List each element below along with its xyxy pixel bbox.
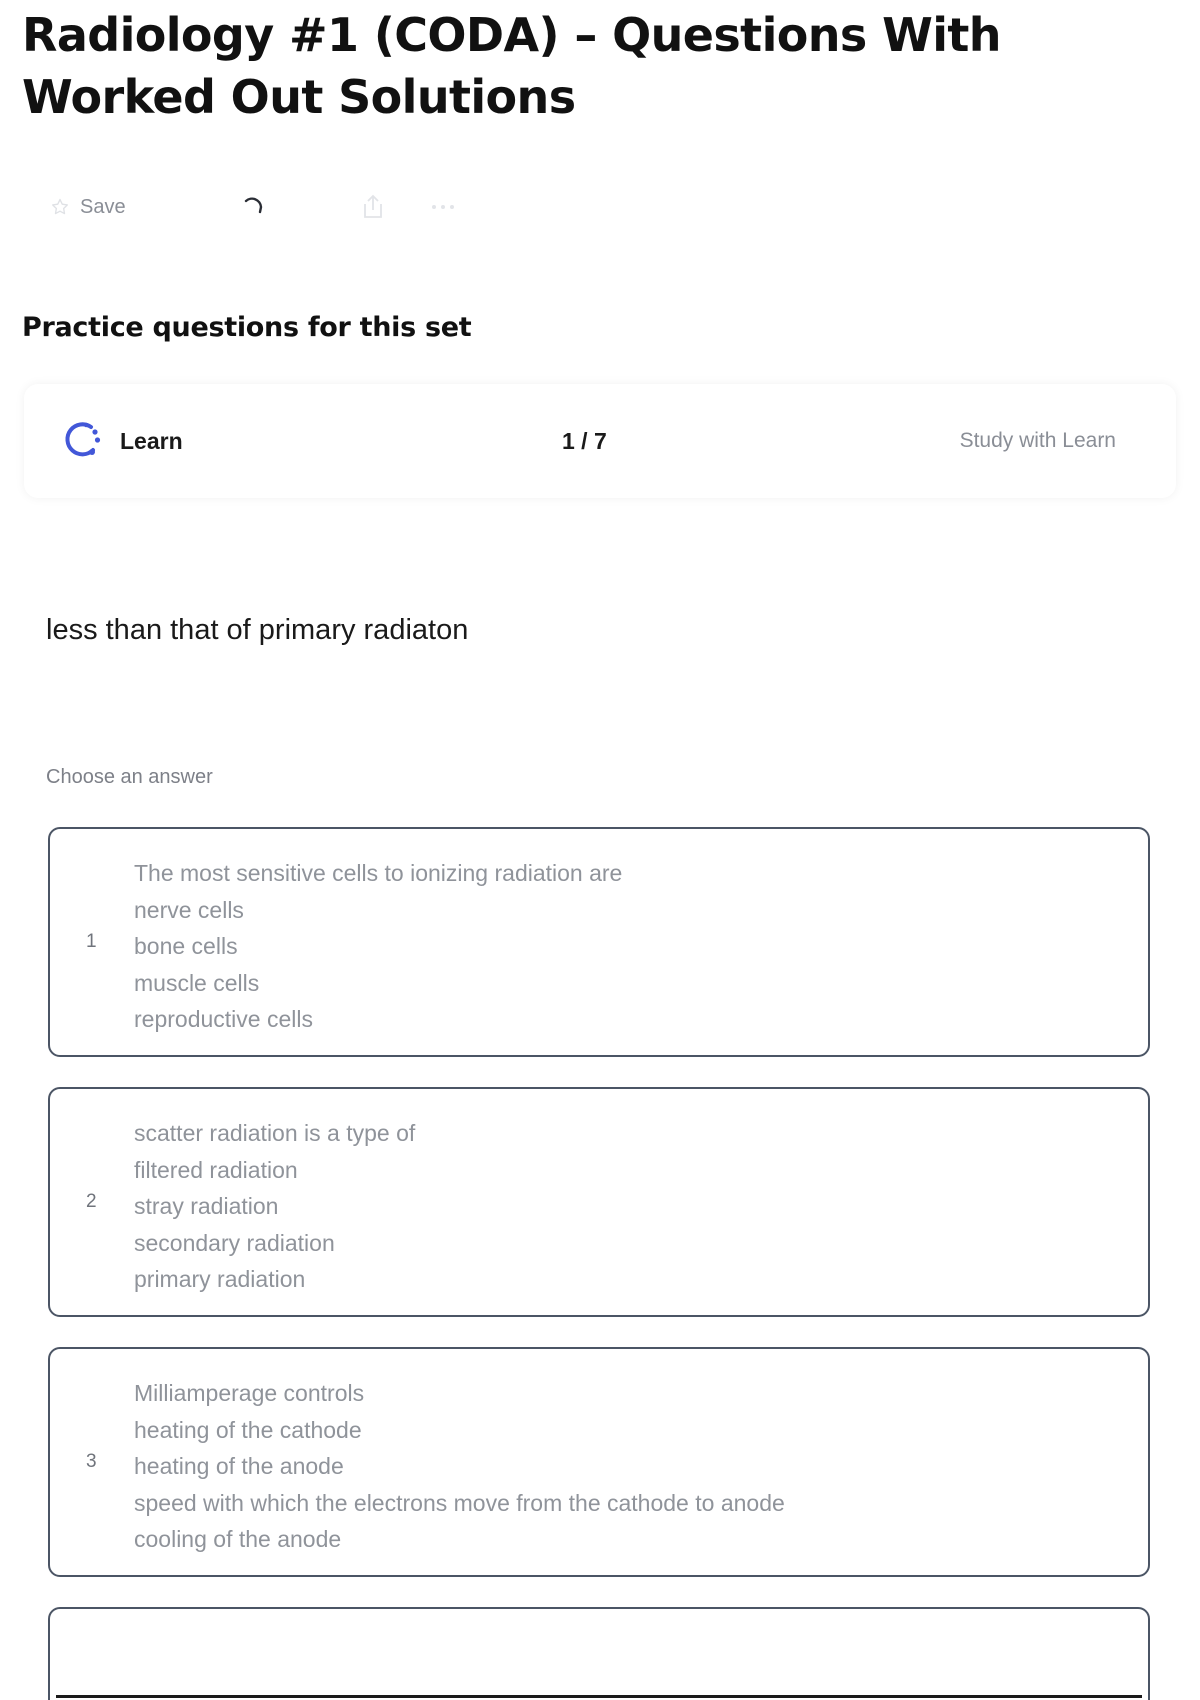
- star-icon: [50, 197, 70, 217]
- spinner-button[interactable]: [240, 194, 360, 220]
- study-with-learn-link[interactable]: Study with Learn: [959, 429, 1116, 452]
- share-icon: [360, 193, 386, 221]
- question-progress: 1 / 7: [562, 427, 607, 454]
- learn-icon: [62, 418, 104, 465]
- learn-card: [24, 384, 1176, 498]
- question-prompt: less than that of primary radiaton: [46, 614, 469, 646]
- option-line: stray radiation: [134, 1193, 279, 1219]
- option-line: scatter radiation is a type of: [134, 1120, 416, 1146]
- answer-option-1[interactable]: [48, 827, 1150, 1057]
- option-line: reproductive cells: [134, 1006, 313, 1032]
- option-line: cooling of the anode: [134, 1526, 342, 1552]
- answer-option-3[interactable]: [48, 1347, 1150, 1577]
- save-button[interactable]: [50, 196, 240, 219]
- option-line: Milliamperage controls: [134, 1380, 365, 1406]
- option-number: 2: [86, 1191, 97, 1212]
- option-line: bone cells: [134, 933, 238, 959]
- option-text: [134, 1115, 1118, 1298]
- share-button[interactable]: [360, 193, 430, 221]
- learn-label: Learn: [120, 427, 183, 454]
- answer-option-2[interactable]: [48, 1087, 1150, 1317]
- option-text: [134, 1375, 1118, 1558]
- option-line: primary radiation: [134, 1266, 306, 1292]
- answer-option-4[interactable]: [48, 1607, 1150, 1700]
- option-text: [134, 855, 1118, 1038]
- option-number: 3: [86, 1451, 97, 1472]
- option-line: The most sensitive cells to ionizing radiation are: [134, 860, 623, 886]
- option-line: heating of the anode: [134, 1453, 344, 1479]
- option-line: filtered radiation: [134, 1156, 298, 1183]
- practice-heading: Practice questions for this set: [22, 312, 472, 343]
- option-line: muscle cells: [134, 969, 260, 996]
- more-icon: [430, 203, 456, 211]
- option-line: speed with which the electrons move from the cathode to anode: [134, 1489, 785, 1516]
- save-label: Save: [80, 195, 126, 218]
- option-line: heating of the cathode: [134, 1416, 362, 1443]
- option-line: nerve cells: [134, 896, 244, 923]
- page-title: Radiology #1 (CODA) – Questions With Worked Out Solutions: [22, 8, 1001, 124]
- option-line: secondary radiation: [134, 1229, 335, 1256]
- choose-answer-label: Choose an answer: [46, 766, 213, 788]
- option-number: 1: [86, 931, 97, 952]
- action-bar: [50, 190, 490, 224]
- spinner-icon: [240, 194, 266, 220]
- divider: [56, 1695, 1142, 1698]
- more-button[interactable]: [430, 203, 490, 211]
- learn-mode-link[interactable]: [62, 418, 562, 465]
